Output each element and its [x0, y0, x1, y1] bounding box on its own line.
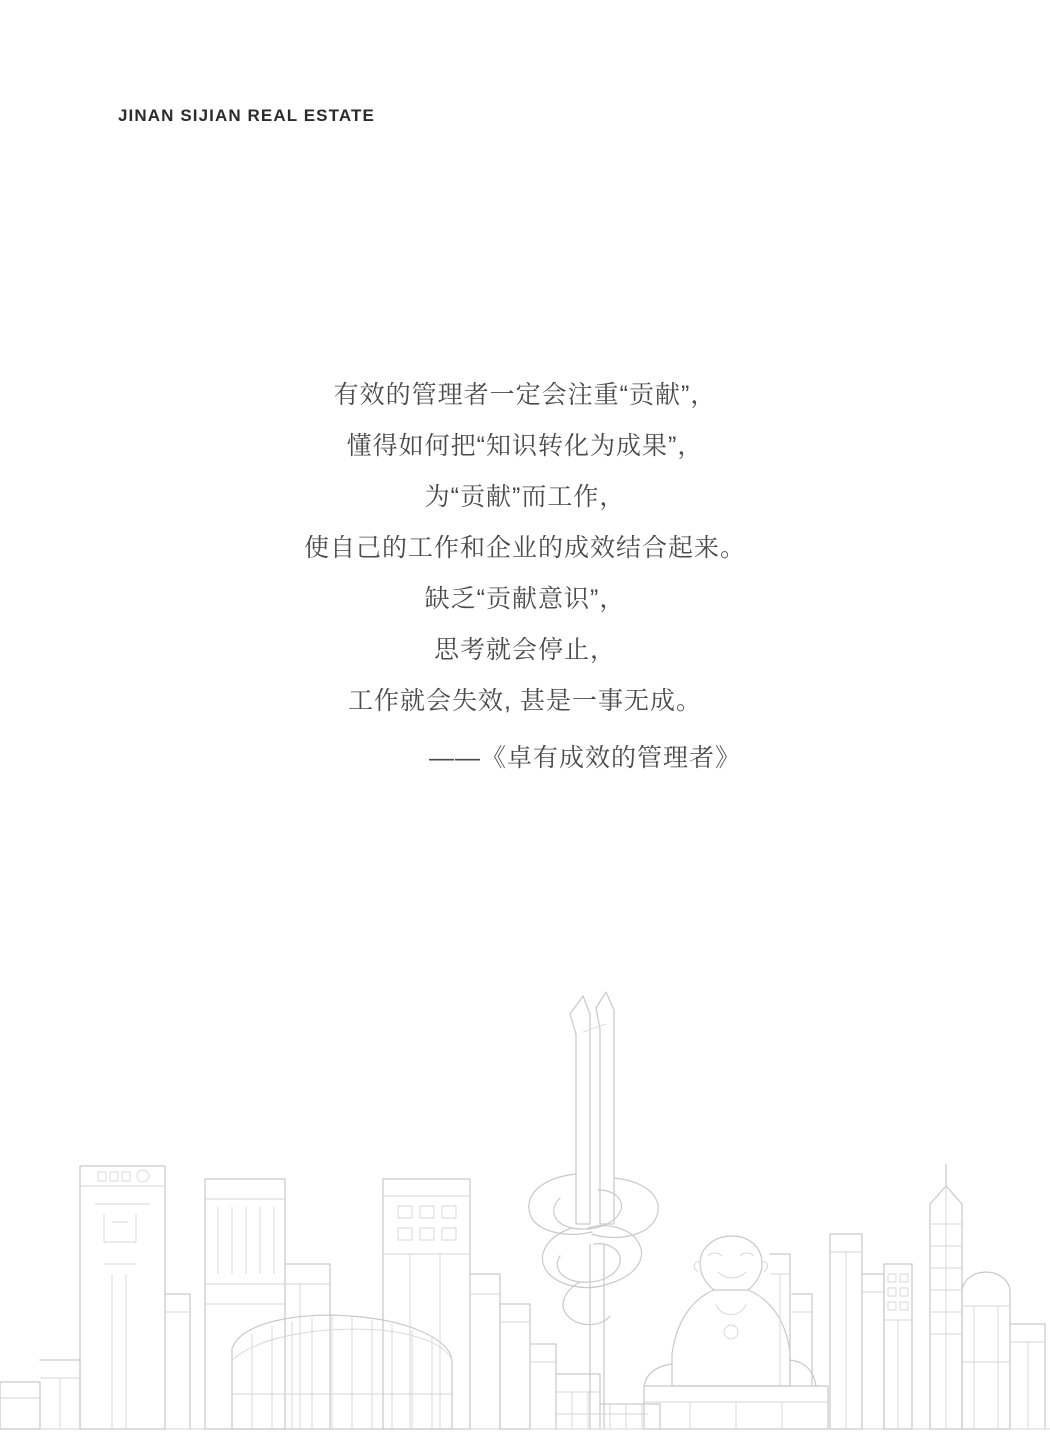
- quote-attribution: ——《卓有成效的管理者》: [428, 744, 741, 772]
- building-tall-right-tower: [930, 1164, 962, 1429]
- landmark-spiral-sculpture: [529, 992, 658, 1429]
- quote-block: [0, 370, 1050, 784]
- quote-line: 思考就会停止，: [433, 636, 616, 664]
- building-right-slim-towers: [770, 1234, 884, 1429]
- quote-line: 为“贡献”而工作，: [424, 483, 626, 511]
- building-block-two: [205, 1179, 330, 1429]
- quote-line: 有效的管理者一定会注重“贡献”，: [333, 381, 717, 409]
- quote-line: 工作就会失效, 甚是一事无成。: [348, 687, 702, 715]
- building-far-left-small: [0, 1360, 80, 1429]
- building-left-tower: [80, 1166, 190, 1429]
- building-right-grid-tower: [884, 1264, 912, 1429]
- building-far-right-tower: [962, 1272, 1045, 1429]
- landmark-buddha-statue: [644, 1236, 828, 1429]
- building-grid-tower: [383, 1179, 500, 1429]
- quote-line: 使自己的工作和企业的成效结合起来。: [303, 534, 746, 562]
- company-name: JINAN SIJIAN REAL ESTATE: [118, 106, 375, 125]
- building-oval-hall: [232, 1315, 452, 1429]
- skyline-illustration: [0, 974, 1050, 1434]
- quote-line: 缺乏“贡献意识”，: [424, 585, 626, 613]
- quote-line: 懂得如何把“知识转化为成果”，: [346, 432, 704, 460]
